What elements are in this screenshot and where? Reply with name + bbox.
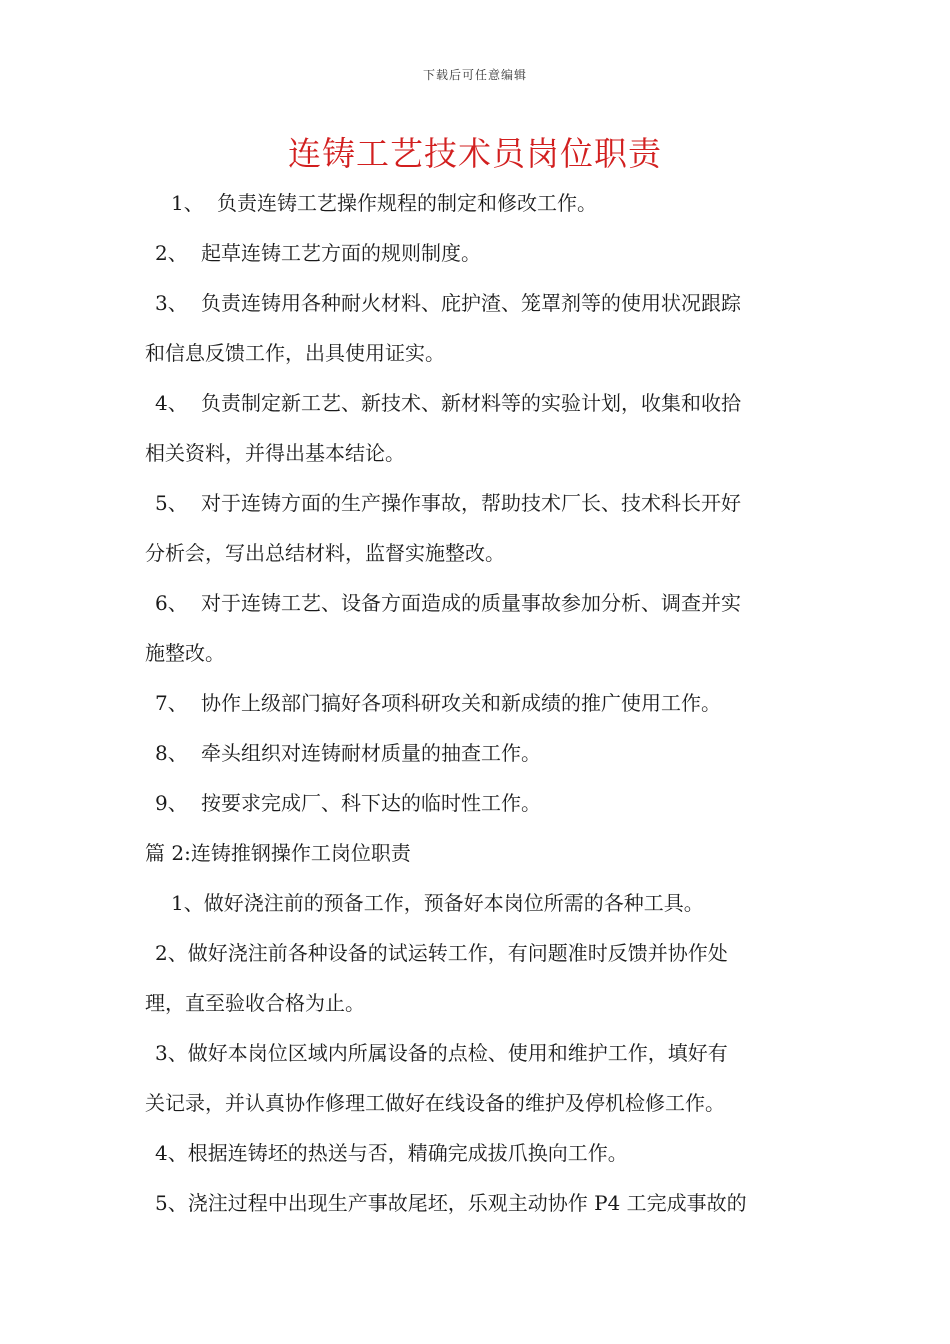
item-text: 理，直至验收合格为止。 bbox=[145, 991, 365, 1015]
line-1 bbox=[145, 178, 815, 228]
item-text: 和信息反馈工作，出具使用证实。 bbox=[145, 341, 445, 365]
header-note: 下载后可任意编辑 bbox=[422, 68, 527, 82]
line-8 bbox=[145, 528, 815, 578]
line-18 bbox=[145, 1028, 815, 1078]
line-21 bbox=[145, 1178, 815, 1228]
line-19 bbox=[145, 1078, 815, 1128]
document-title: 连铸工艺技术员岗位职责 bbox=[288, 134, 662, 173]
item-text: 3、做好本岗位区域内所属设备的点检、使用和维护工作，填好有 bbox=[155, 1041, 728, 1065]
line-13 bbox=[145, 778, 815, 828]
item-number: 9、 bbox=[155, 791, 188, 815]
line-17 bbox=[145, 978, 815, 1028]
item-number: 3、 bbox=[155, 291, 188, 315]
line-7 bbox=[145, 478, 815, 528]
line-11 bbox=[145, 678, 815, 728]
item-number: 4、 bbox=[155, 391, 188, 415]
item-number: 2、 bbox=[155, 241, 188, 265]
item-text: 1、做好浇注前的预备工作，预备好本岗位所需的各种工具。 bbox=[171, 891, 704, 915]
item-number: 6、 bbox=[155, 591, 188, 615]
item-text: 协作上级部门搞好各项科研攻关和新成绩的推广使用工作。 bbox=[201, 691, 721, 715]
item-text: 2、做好浇注前各种设备的试运转工作，有问题准时反馈并协作处 bbox=[155, 941, 728, 965]
line-4 bbox=[145, 328, 815, 378]
item-text: 相关资料，并得出基本结论。 bbox=[145, 441, 405, 465]
item-text: 负责连铸用各种耐火材料、庇护渣、笼罩剂等的使用状况跟踪 bbox=[201, 291, 741, 315]
line-9 bbox=[145, 578, 815, 628]
item-number: 5、 bbox=[155, 491, 188, 515]
item-text: 负责制定新工艺、新技术、新材料等的实验计划，收集和收拾 bbox=[201, 391, 741, 415]
document-body bbox=[145, 178, 815, 1228]
item-text: 对于连铸工艺、设备方面造成的质量事故参加分析、调查并实 bbox=[201, 591, 741, 615]
line-20 bbox=[145, 1128, 815, 1178]
line-12 bbox=[145, 728, 815, 778]
item-number: 8、 bbox=[155, 741, 188, 765]
line-3 bbox=[145, 278, 815, 328]
item-text: 关记录，并认真协作修理工做好在线设备的维护及停机检修工作。 bbox=[145, 1091, 725, 1115]
item-text: 起草连铸工艺方面的规则制度。 bbox=[201, 241, 481, 265]
item-number: 7、 bbox=[155, 691, 188, 715]
section-heading-text: 篇 2:连铸推钢操作工岗位职责 bbox=[145, 841, 411, 865]
item-text: 施整改。 bbox=[145, 641, 225, 665]
item-text: 对于连铸方面的生产操作事故，帮助技术厂长、技术科长开好 bbox=[201, 491, 741, 515]
item-number: 1、 bbox=[171, 191, 204, 215]
line-10 bbox=[145, 628, 815, 678]
line-16 bbox=[145, 928, 815, 978]
item-text: 按要求完成厂、科下达的临时性工作。 bbox=[201, 791, 541, 815]
item-text: 分析会，写出总结材料，监督实施整改。 bbox=[145, 541, 505, 565]
item-text: 4、根据连铸坯的热送与否，精确完成拔爪换向工作。 bbox=[155, 1141, 628, 1165]
item-text: 负责连铸工艺操作规程的制定和修改工作。 bbox=[217, 191, 597, 215]
item-text: 牵头组织对连铸耐材质量的抽查工作。 bbox=[201, 741, 541, 765]
section-heading bbox=[145, 828, 815, 878]
line-5 bbox=[145, 378, 815, 428]
line-6 bbox=[145, 428, 815, 478]
line-15 bbox=[145, 878, 815, 928]
line-2 bbox=[145, 228, 815, 278]
item-text: 5、浇注过程中出现生产事故尾坯，乐观主动协作 P4 工完成事故的 bbox=[155, 1191, 747, 1215]
